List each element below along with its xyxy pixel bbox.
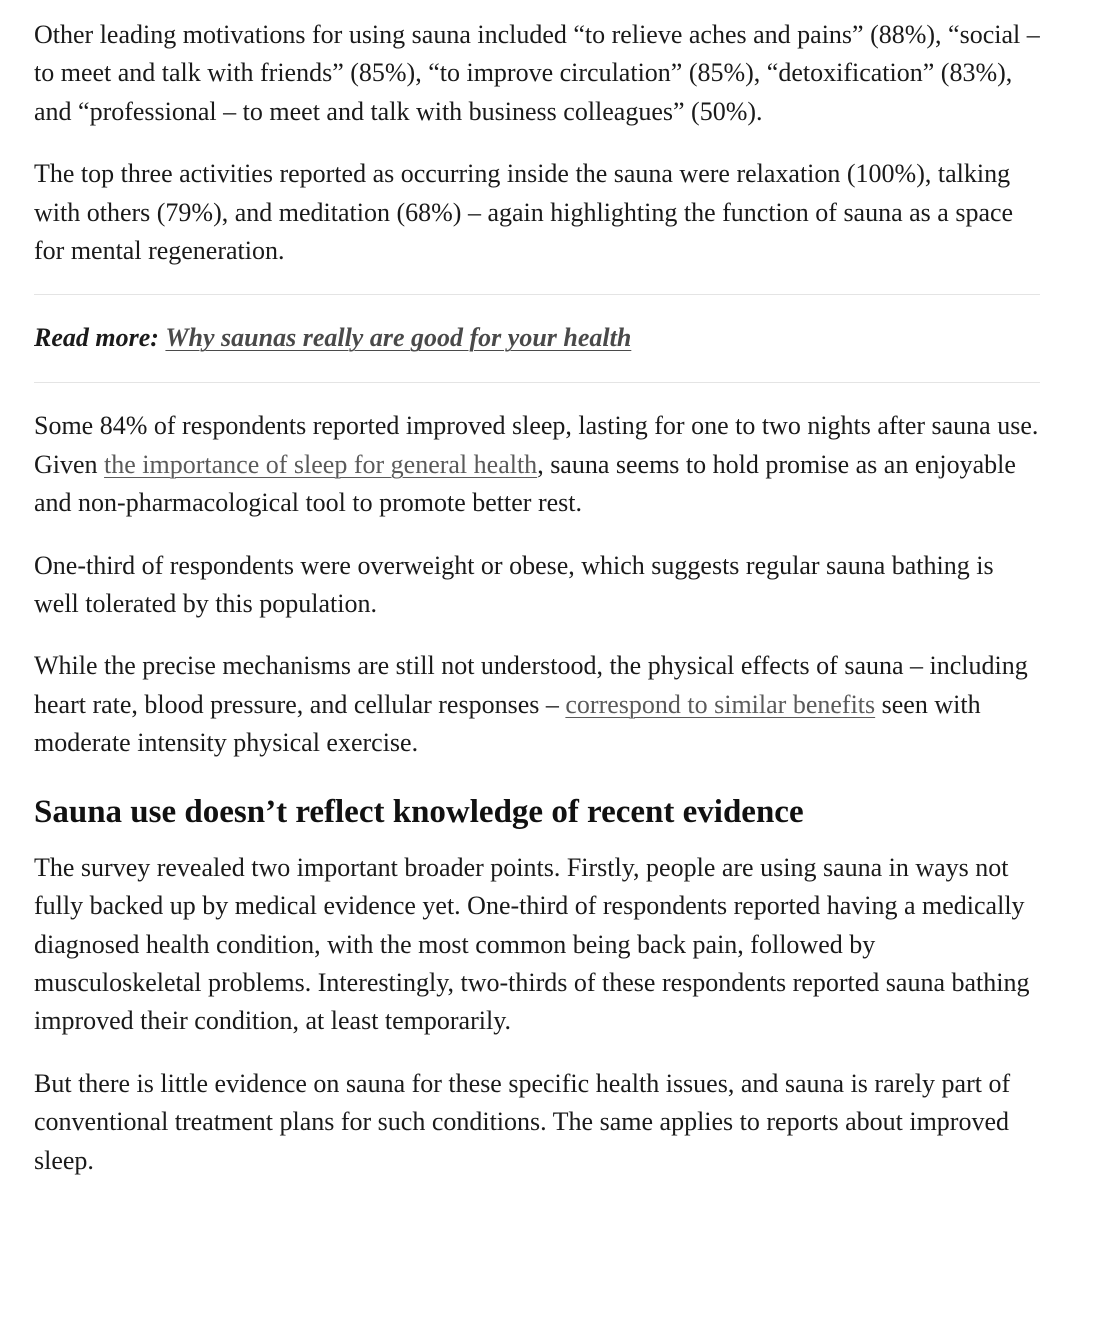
read-more-box <box>34 294 1040 383</box>
paragraph-text-after: seen with moderate intensity physical exercise. <box>34 689 981 758</box>
paragraph-motivations <box>34 16 1040 131</box>
paragraph-text-after: , sauna seems to hold promise as an enjoyable and non-pharmacological tool to promote better rest. <box>34 449 1016 518</box>
paragraph-little-evidence <box>34 1065 1040 1180</box>
paragraph-text: The top three activities reported as occurring inside the sauna were relaxation (100%), talking with others (79%), and meditation (68%) – again highlighting the function of sauna as a space for mental regeneration. <box>34 159 1014 266</box>
paragraph-text-before: Some 84% of respondents reported improved sleep, lasting for one to two nights after sauna use. Given <box>34 411 1039 479</box>
similar-benefits-link[interactable]: correspond to similar benefits <box>565 689 876 719</box>
paragraph-mechanisms <box>34 647 1040 762</box>
paragraph-text: The survey revealed two important broader points. Firstly, people are using sauna in ways not fully backed up by medical evidence yet. One-third of respondents reported having a medically diagnosed health condition, with the most common being back pain, followed by musculoskeletal problems. Interestingly, two-thirds of these respondents reported sauna bathing improved their condition, at least temporarily. <box>34 852 1030 1036</box>
paragraph-overweight <box>34 547 1040 624</box>
paragraph-text-before: While the precise mechanisms are still not understood, the physical effects of sauna – including heart rate, blood pressure, and cellular responses – <box>34 651 1028 719</box>
paragraph-activities <box>34 155 1040 270</box>
section-heading: Sauna use doesn’t reflect knowledge of recent evidence <box>34 793 804 830</box>
paragraph-survey-points <box>34 849 1040 1041</box>
sleep-importance-link[interactable]: the importance of sleep for general health <box>104 449 538 479</box>
read-more-label: Read more: <box>34 323 159 353</box>
read-more-link[interactable]: Why saunas really are good for your health <box>165 323 632 353</box>
paragraph-text: Other leading motivations for using sauna included “to relieve aches and pains” (88%), “social – to meet and talk with friends” (85%), “to improve circulation” (85%), “detoxification” (83%), and “professional – to meet and talk with business colleagues” (50%). <box>34 20 1040 126</box>
paragraph-sleep <box>34 407 1040 522</box>
paragraph-text: One-third of respondents were overweight or obese, which suggests regular sauna bathing is well tolerated by this population. <box>34 550 994 619</box>
paragraph-text: But there is little evidence on sauna for these specific health issues, and sauna is rarely part of conventional treatment plans for such conditions. The same applies to reports about improved sleep. <box>34 1068 1011 1175</box>
